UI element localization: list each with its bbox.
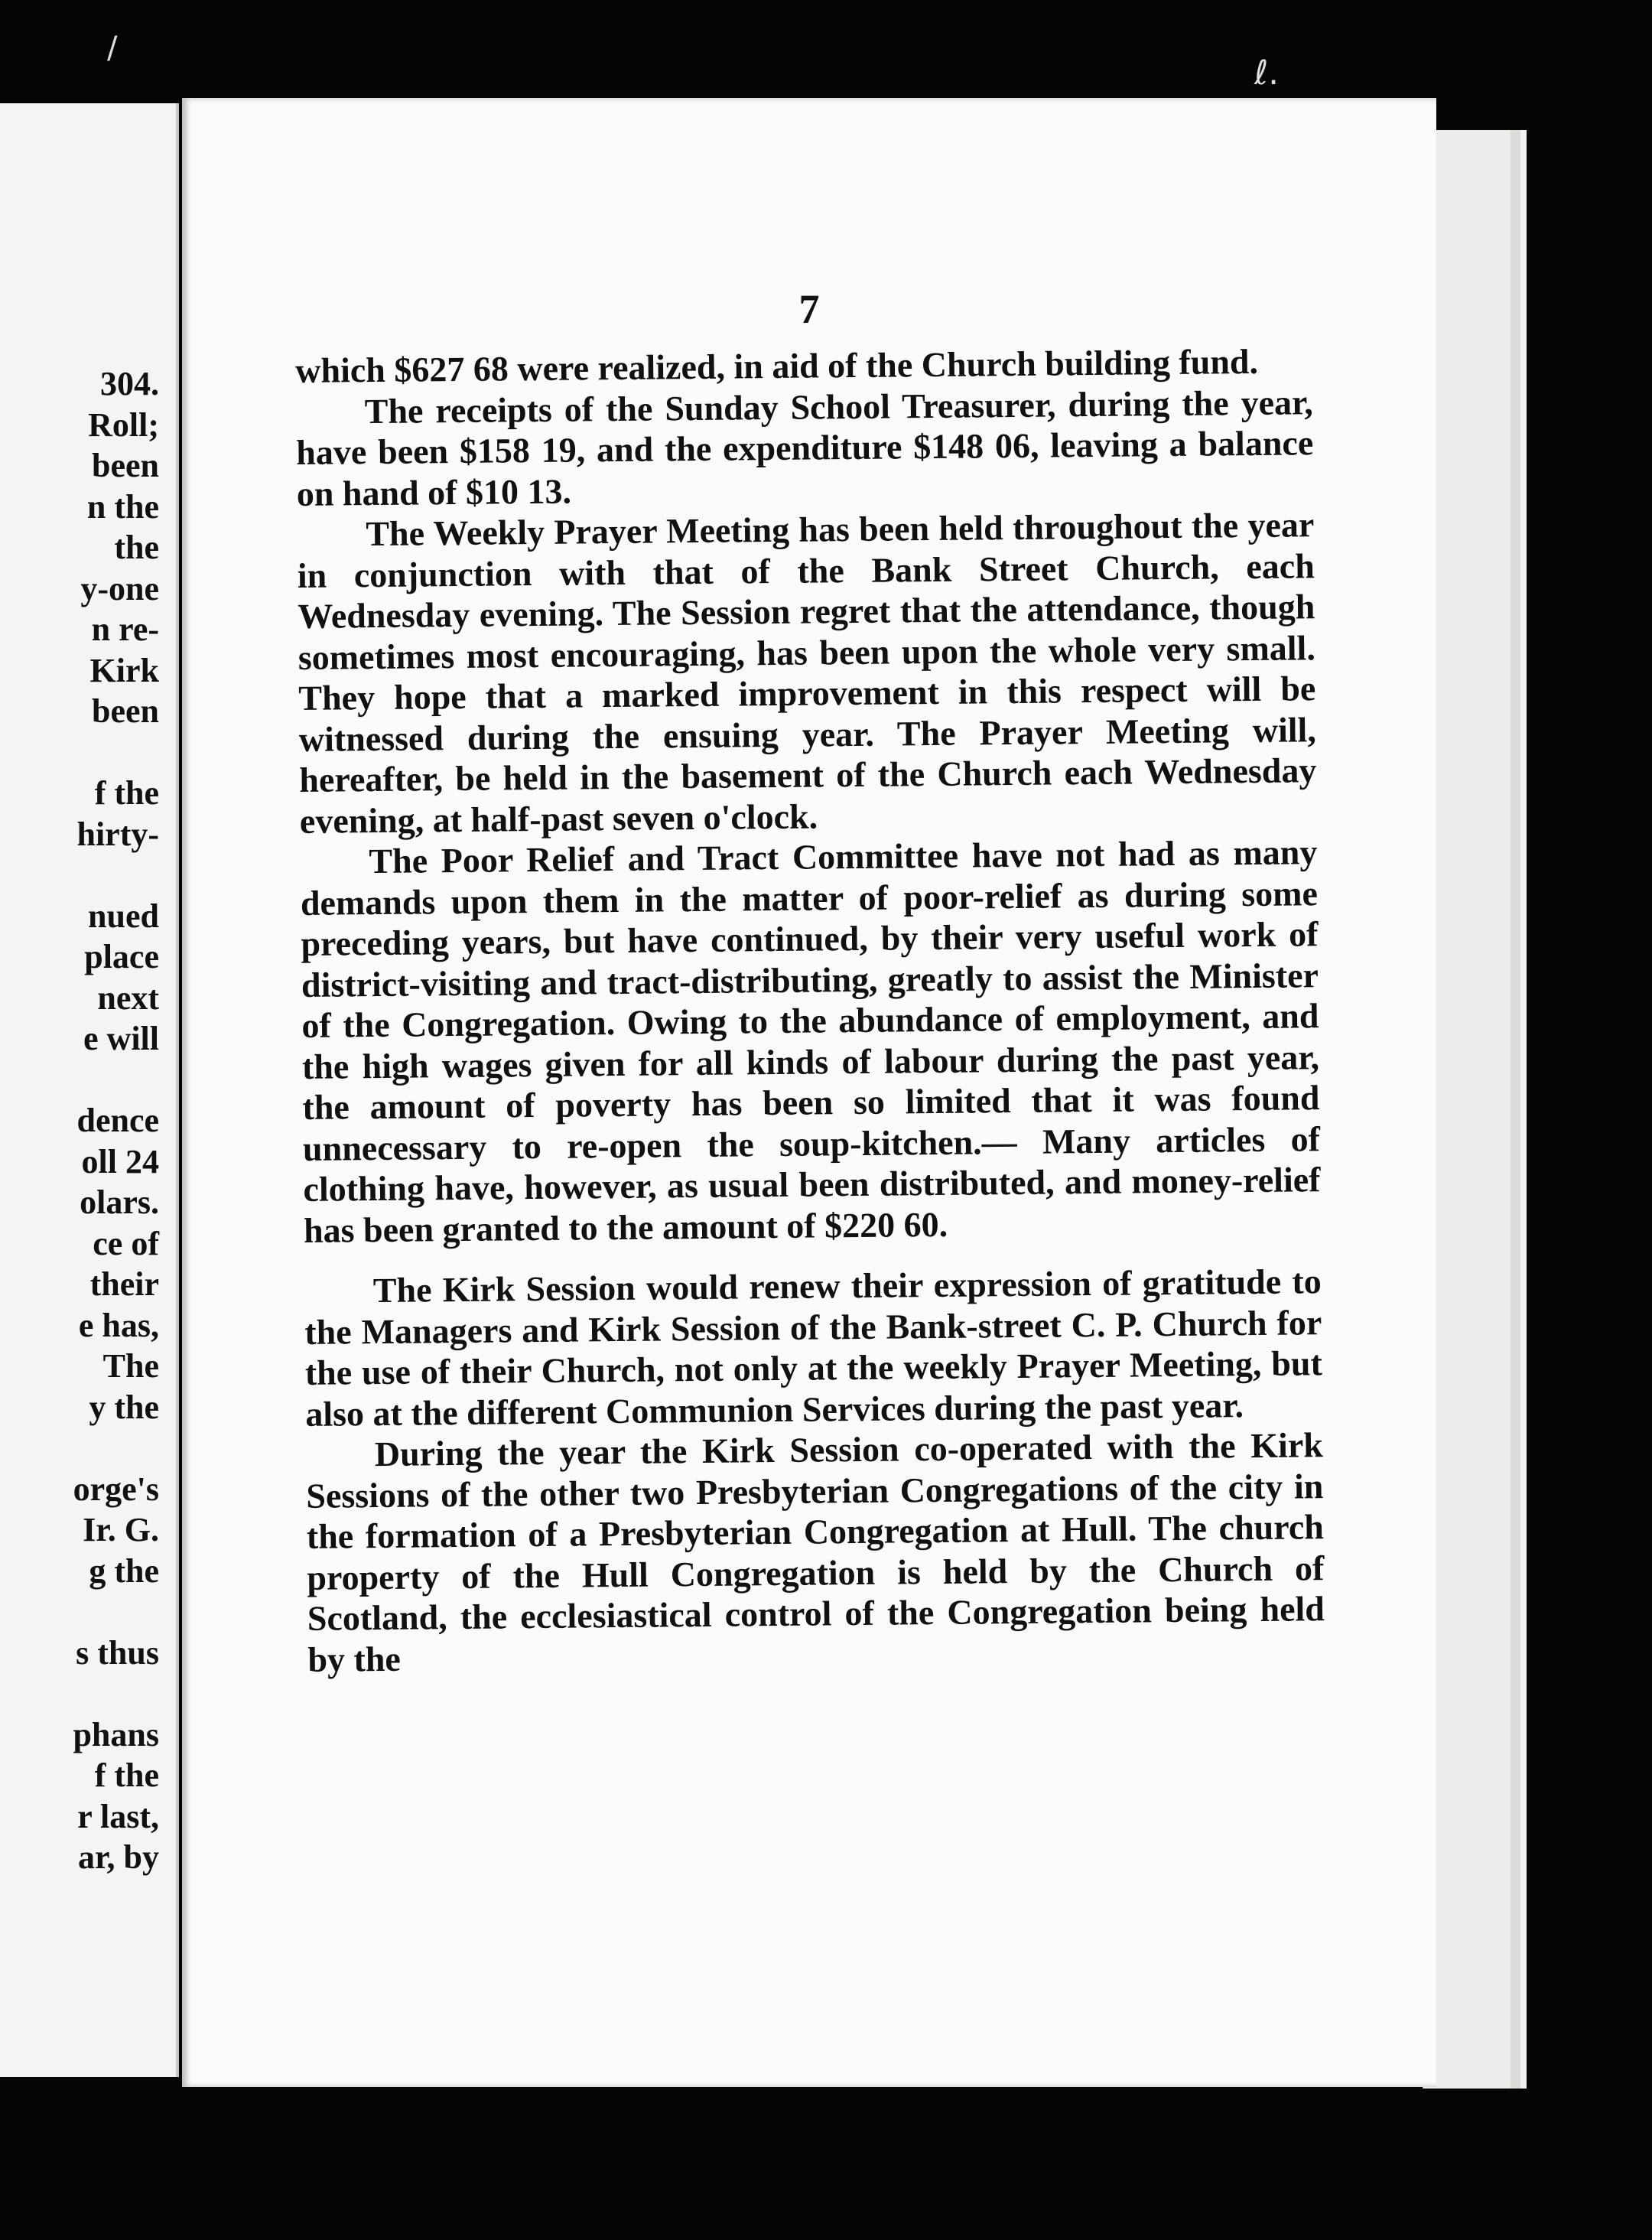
left-page-fragment: n re-	[91, 610, 159, 648]
left-page-fragment: phans	[73, 1715, 159, 1753]
left-page-fragment: the	[114, 529, 159, 566]
left-page-fragment: g the	[89, 1551, 159, 1590]
left-page-fragment: n the	[86, 487, 159, 526]
paragraph: which $627 68 were realized, in aid of the Church building fund.	[295, 341, 1259, 390]
left-page-fragment: next	[97, 978, 159, 1017]
paragraph: The Kirk Session would renew their expression of gratitude to the Managers and Kirk Session of the Bank-street C. P. Church for the use of their Church, not only at the weekly Prayer Meeting, but also at the different Communion Services during the past year.	[304, 1262, 1323, 1434]
page-edge	[1423, 130, 1516, 2089]
left-page-fragment	[73, 1591, 159, 1633]
left-page-fragment: e will	[83, 1020, 159, 1057]
paragraph: The Weekly Prayer Meeting has been held throughout the year in conjunction with that of the Bank Street Church, each Wednesday evening. The Session regret that the attendance, though sometimes most encouraging, has been upon the whole very small. They hope that a marked improvement in this respect will be witnessed during the ensuing year. The Prayer Meeting will, hereafter, be held in the basement of the Church each Wednesday evening, at half-past seven o'clock.	[297, 505, 1317, 841]
left-page-fragment	[73, 855, 159, 896]
left-page-fragment: ce of	[93, 1224, 159, 1262]
left-page-fragment: f the	[94, 774, 159, 812]
left-page-fragment: e has,	[78, 1306, 159, 1344]
page-edge	[1511, 130, 1521, 2089]
left-page-fragment: nued	[88, 897, 159, 935]
left-page-fragment: s thus	[76, 1633, 159, 1672]
left-page-fragment	[73, 1060, 159, 1101]
body-text	[295, 340, 1325, 1680]
left-page-text-fragments	[73, 363, 159, 1878]
left-page-fragment: olars.	[80, 1183, 159, 1221]
left-page-fragment: Roll;	[88, 405, 159, 444]
left-page-fragment	[73, 732, 159, 773]
left-page-fragment: y-one	[80, 569, 159, 607]
paragraph: During the year the Kirk Session co-operated with the Kirk Sessions of the other two Presbyterian Congregations of the city in the formation of a Presbyterian Congregation at Hull. The church property of the Hull Congregation is held by the Church of Scotland, the ecclesiastical control of the Congregation being held by the	[306, 1425, 1325, 1679]
left-page-fragment	[73, 1428, 159, 1469]
left-page-fragment: The	[102, 1347, 159, 1385]
left-page-fragment: Ir. G.	[83, 1511, 159, 1548]
left-facing-page	[0, 103, 179, 2077]
left-page-fragment: dence	[76, 1102, 159, 1139]
left-page-fragment: been	[92, 692, 159, 730]
left-page-fragment: r last,	[77, 1797, 159, 1835]
left-page-fragment: 304.	[100, 365, 159, 402]
left-page-fragment: been	[92, 447, 159, 484]
left-page-fragment: y the	[89, 1388, 159, 1426]
paragraph: The Poor Relief and Tract Committee have not had as many demands upon them in the matter of poor-relief as during some preceding years, but have continued, by their very useful work of district-visiting and tract-distributing, greatly to assist the Minister of the Congregation. Owing to the abundance of employment, and the high wages given for all kinds of labour during the past year, the amount of poverty has been so limited that it was found unnecessary to re-open the soup-kitchen.— Many articles of clothing have, however, as usual been distributed, and money-relief has been granted to the amount of $220 60.	[300, 832, 1321, 1250]
left-page-fragment: place	[84, 938, 159, 975]
left-page-fragment: ar, by	[78, 1838, 159, 1876]
left-page-fragment: hirty-	[76, 815, 159, 853]
left-page-fragment: Kirk	[89, 651, 159, 689]
scan-mark: ℓ.	[1254, 54, 1280, 93]
left-page-fragment: orge's	[73, 1470, 159, 1508]
page-edge	[1520, 130, 1527, 2089]
left-page-fragment	[73, 1673, 159, 1714]
left-page-fragment: their	[89, 1265, 159, 1303]
left-page-fragment: oll 24	[81, 1142, 159, 1180]
page-number: 7	[798, 286, 820, 332]
document-page	[182, 98, 1436, 2087]
left-page-fragment: f the	[94, 1757, 159, 1794]
paragraph: The receipts of the Sunday School Treasurer, during the year, have been $158 19, and the expenditure $148 06, leaving a balance on hand of $10 13.	[296, 382, 1314, 513]
scan-mark: /	[107, 31, 118, 66]
